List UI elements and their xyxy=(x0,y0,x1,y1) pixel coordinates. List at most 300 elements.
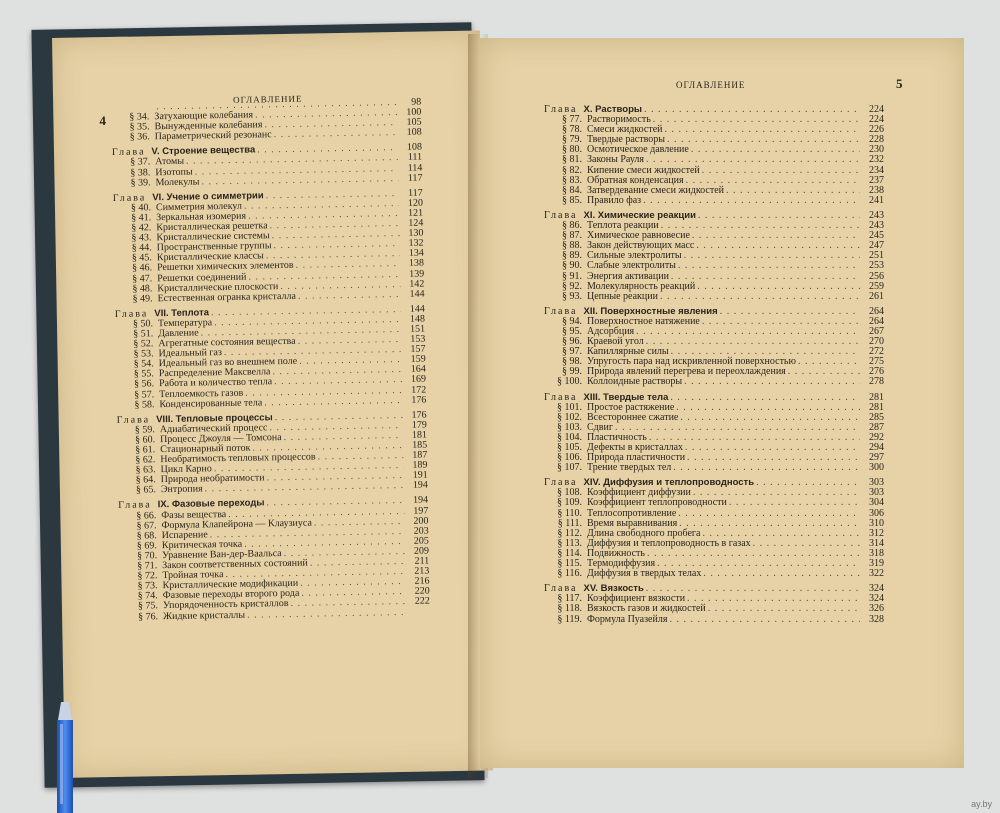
leader-dots xyxy=(670,393,860,403)
page-ref: 144 xyxy=(409,288,425,300)
page-ref: 224 xyxy=(869,114,884,126)
section-number: § 89. xyxy=(562,250,582,262)
section-title: Диффузия в твердых телах xyxy=(587,568,702,580)
leader-dots xyxy=(653,115,860,125)
page-ref: 121 xyxy=(408,207,424,219)
section-title: Сильные электролиты xyxy=(587,250,682,262)
section-number: § 102. xyxy=(557,411,582,423)
page-ref: 108 xyxy=(406,141,423,154)
page-ref: 130 xyxy=(408,227,424,239)
page-ref: 179 xyxy=(411,419,427,431)
section-title: Фазы вещества xyxy=(161,508,227,521)
leader-dots xyxy=(636,327,860,337)
leader-dots xyxy=(698,211,860,221)
section-title: Формула Клапейрона — Клаузиуса xyxy=(161,517,312,531)
section-number: § 61. xyxy=(135,444,156,456)
section-number: § 34. xyxy=(129,111,150,123)
section-number: § 37. xyxy=(130,156,151,169)
page-ref: 232 xyxy=(869,154,884,166)
right-toc xyxy=(544,100,884,625)
page-ref: 157 xyxy=(410,343,426,355)
section-number: § 92. xyxy=(562,280,582,292)
section-number: § 113. xyxy=(557,537,582,549)
section-number: § 45. xyxy=(131,252,152,264)
page-ref: 238 xyxy=(869,184,884,196)
page-ref: 134 xyxy=(408,247,424,260)
chapter-title: XIV. Диффузия и теплопроводность xyxy=(583,477,755,489)
section-title: Длина свободного пробега xyxy=(587,527,701,539)
page-ref: 253 xyxy=(869,260,884,272)
section-title: Коэффициент вязкости xyxy=(587,593,686,605)
section-number: § 57. xyxy=(134,388,155,401)
section-title: Критическая точка xyxy=(161,538,243,552)
page-ref: 247 xyxy=(869,240,884,252)
section-title: Твердые растворы xyxy=(587,134,665,146)
leader-dots xyxy=(660,292,860,302)
page-ref: 176 xyxy=(411,394,427,406)
page-ref: 142 xyxy=(409,278,425,290)
page-ref: 216 xyxy=(414,575,430,587)
section-title: Осмотическое давление xyxy=(587,144,689,156)
section-number xyxy=(111,109,154,110)
section-number: § 65. xyxy=(135,484,157,496)
page-ref: 324 xyxy=(869,593,884,605)
section-number: § 103. xyxy=(557,421,582,433)
page-ref: 318 xyxy=(869,547,884,559)
section-number: § 52. xyxy=(133,338,154,350)
section-title: Кристаллические системы xyxy=(156,230,270,244)
chapter-label: Глава xyxy=(544,104,578,115)
section-number: § 97. xyxy=(562,346,582,358)
section-number: § 106. xyxy=(557,452,582,464)
section-row xyxy=(544,377,884,387)
chapter-label: Глава xyxy=(116,414,151,426)
section-number: § 76. xyxy=(138,610,159,623)
page-ref: 144 xyxy=(409,303,425,315)
page-ref: 243 xyxy=(869,220,884,232)
page-ref: 117 xyxy=(408,187,423,199)
right-page xyxy=(480,38,964,768)
section-number: § 110. xyxy=(557,507,582,519)
section-title: Молекулярность реакций xyxy=(587,280,696,292)
page-ref: 164 xyxy=(410,363,426,376)
section-title: Дефекты в кристаллах xyxy=(587,442,684,453)
section-number: § 71. xyxy=(137,560,158,572)
page-ref: 326 xyxy=(869,603,884,615)
page-ref: 172 xyxy=(411,384,427,396)
left-page-header: ОГЛАВЛЕНИЕ xyxy=(233,93,303,105)
section-number: § 36. xyxy=(129,131,150,143)
page-ref: 259 xyxy=(869,280,884,292)
leader-dots xyxy=(665,125,860,135)
section-title: Уравнение Ван-дер-Ваальса xyxy=(161,548,282,562)
page-ref: 114 xyxy=(407,162,423,174)
page-ref: 228 xyxy=(869,134,884,146)
section-title: Цепные реакции xyxy=(587,290,658,302)
section-number: § 54. xyxy=(133,358,154,370)
leader-dots xyxy=(669,615,860,625)
page-ref: 241 xyxy=(869,194,884,206)
section-title: Жидкие кристаллы xyxy=(163,609,246,622)
page-ref: 303 xyxy=(869,477,884,489)
leader-dots xyxy=(684,251,860,261)
section-title: Адсорбция xyxy=(587,325,635,337)
section-title: Упорядоченность кристаллов xyxy=(162,598,289,612)
leader-dots xyxy=(661,221,860,231)
section-number: § 46. xyxy=(131,262,153,275)
section-number: § 35. xyxy=(129,121,150,133)
section-title: Распределение Максвелла xyxy=(158,366,271,380)
page-ref: 275 xyxy=(869,356,884,368)
section-number: § 115. xyxy=(557,558,582,570)
section-title: Испарение xyxy=(161,529,208,541)
section-number: § 111. xyxy=(557,517,582,529)
section-number: § 93. xyxy=(562,290,582,302)
chapter-label: Глава xyxy=(544,391,578,403)
section-title: Краевой угол xyxy=(587,336,644,348)
leader-dots xyxy=(201,174,398,188)
section-number: § 82. xyxy=(562,164,582,176)
section-number: § 55. xyxy=(133,368,154,380)
section-title: Закон соответственных состояний xyxy=(162,557,308,572)
section-title: Кристаллические плоскости xyxy=(157,280,279,294)
section-number: § 100. xyxy=(557,376,582,388)
section-title: Решетки химических элементов xyxy=(156,260,294,274)
page-ref: 159 xyxy=(410,353,426,366)
section-row xyxy=(544,196,884,206)
section-row xyxy=(544,569,884,579)
section-row xyxy=(544,604,884,614)
section-number: § 96. xyxy=(562,336,582,348)
leader-dots xyxy=(798,357,860,367)
section-title: Цикл Карно xyxy=(160,463,212,476)
page-ref: 105 xyxy=(406,116,422,129)
leader-dots xyxy=(673,463,860,473)
leader-dots xyxy=(684,377,860,387)
section-title: Идеальный газ xyxy=(158,347,222,360)
section-number: § 117. xyxy=(557,593,582,605)
page-ref: 111 xyxy=(407,152,423,164)
page-ref: 324 xyxy=(869,583,884,595)
section-number: § 107. xyxy=(557,462,582,474)
page-ref: 270 xyxy=(869,336,884,348)
leader-dots xyxy=(691,145,860,155)
page-ref: 124 xyxy=(408,217,424,229)
section-number: § 72. xyxy=(137,570,158,582)
page-ref: 181 xyxy=(411,429,428,441)
leader-dots xyxy=(646,337,860,347)
section-title: Молекулы xyxy=(155,176,200,188)
chapter-label: Глава xyxy=(544,583,578,595)
chapter-label: Глава xyxy=(118,499,152,512)
section-title: Сдвиг xyxy=(587,421,613,433)
section-title: Коэффициент диффузии xyxy=(587,487,691,499)
section-title: Агрегатные состояния вещества xyxy=(158,335,296,350)
chapter-label: Глава xyxy=(112,192,147,204)
section-number: § 98. xyxy=(562,356,582,368)
leader-dots xyxy=(702,317,860,327)
section-title: Атомы xyxy=(155,156,185,168)
section-number: § 68. xyxy=(136,529,157,542)
page-ref: 304 xyxy=(869,497,884,509)
section-title: Затвердевание смеси жидкостей xyxy=(587,184,725,196)
leader-dots xyxy=(756,478,860,488)
section-number: § 81. xyxy=(562,154,582,166)
page-ref: 176 xyxy=(411,409,427,421)
section-title: Давление xyxy=(158,327,199,340)
page-ref: 139 xyxy=(409,268,425,280)
section-number: § 73. xyxy=(137,580,158,592)
page-ref: 138 xyxy=(408,257,425,270)
leader-dots xyxy=(753,539,860,549)
left-page-number: 4 xyxy=(99,113,107,129)
section-title: Энтропия xyxy=(160,483,203,496)
section-title: Правило фаз xyxy=(587,194,642,206)
section-number: § 56. xyxy=(133,378,155,391)
section-number: § 38. xyxy=(130,166,151,179)
leader-dots xyxy=(697,282,860,292)
section-number: § 59. xyxy=(134,424,155,436)
page-ref: 224 xyxy=(869,104,884,115)
section-title: Коллоидные растворы xyxy=(587,376,683,388)
section-title: Энергия активации xyxy=(587,270,669,282)
page-ref: 222 xyxy=(414,595,430,608)
page-ref: 276 xyxy=(869,366,884,378)
page-ref: 328 xyxy=(869,613,884,625)
section-number: § 63. xyxy=(135,464,156,476)
section-title: Простое растяжение xyxy=(587,401,675,413)
leader-dots xyxy=(687,453,860,463)
section-title: Идеальный газ во внешнем поле xyxy=(158,356,298,370)
page-ref: 303 xyxy=(869,487,884,499)
section-number: § 69. xyxy=(136,540,157,552)
section-title: Теплоемкость газов xyxy=(159,387,244,400)
page-ref: 272 xyxy=(869,346,884,358)
section-number: § 67. xyxy=(136,519,157,532)
leader-dots xyxy=(671,272,860,282)
page-ref: 297 xyxy=(869,452,884,464)
page-ref: 281 xyxy=(869,391,884,403)
section-title: Работа и количество тепла xyxy=(158,376,273,390)
section-number: § 47. xyxy=(132,272,153,285)
section-number: § 109. xyxy=(557,497,582,509)
leader-dots xyxy=(685,443,860,453)
chapter-label: Глава xyxy=(114,308,149,320)
section-number: § 44. xyxy=(131,242,152,254)
section-number: § 64. xyxy=(135,474,156,486)
left-toc xyxy=(111,98,430,623)
section-title: Слабые электролиты xyxy=(587,260,676,272)
page-ref: 187 xyxy=(412,449,428,461)
section-number: § 48. xyxy=(132,282,153,295)
chapter-title: IX. Фазовые переходы xyxy=(157,497,265,511)
leader-dots xyxy=(676,403,860,413)
section-row xyxy=(544,463,884,473)
section-title: Фазовые переходы второго рода xyxy=(162,588,300,602)
section-number: § 86. xyxy=(562,220,582,232)
section-number: § 39. xyxy=(130,176,151,189)
page-ref: 264 xyxy=(869,305,884,317)
page-ref: 294 xyxy=(869,442,884,453)
page-ref: 314 xyxy=(869,537,884,549)
page-ref: 194 xyxy=(413,494,429,507)
section-number: § 78. xyxy=(562,124,582,136)
section-number: § 43. xyxy=(131,232,152,244)
section-title: Изотопы xyxy=(155,166,193,178)
leader-dots xyxy=(247,607,406,620)
page-ref: 100 xyxy=(406,106,422,118)
section-number: § 101. xyxy=(557,401,582,413)
section-number: § 74. xyxy=(137,590,158,602)
leader-dots xyxy=(264,396,402,409)
section-number: § 84. xyxy=(562,184,582,196)
section-number: § 58. xyxy=(134,398,155,411)
chapter-title: XV. Вязкость xyxy=(583,583,644,595)
section-number: § 62. xyxy=(135,454,156,466)
section-number: § 79. xyxy=(562,134,582,146)
page-ref: 132 xyxy=(408,237,424,250)
section-title: Теплосопротивление xyxy=(587,507,677,519)
section-number: § 108. xyxy=(557,487,582,499)
page-ref: 230 xyxy=(869,144,884,156)
section-number: § 41. xyxy=(131,212,152,224)
page-ref: 98 xyxy=(411,96,422,108)
page-ref: 185 xyxy=(412,439,428,451)
page-ref: 292 xyxy=(869,431,884,443)
chapter-title: VI. Учение о симметрии xyxy=(152,190,264,204)
section-number: § 85. xyxy=(562,194,582,206)
page-ref: 220 xyxy=(414,585,430,598)
section-title: Время выравнивания xyxy=(587,517,678,529)
page-ref: 189 xyxy=(412,459,428,471)
section-number: § 49. xyxy=(132,292,153,305)
leader-dots xyxy=(720,307,860,317)
section-number: § 91. xyxy=(562,270,582,282)
page-ref: 287 xyxy=(869,421,884,433)
leader-dots xyxy=(678,261,860,271)
section-title: Зеркальная изомерия xyxy=(156,210,247,224)
chapter-title: X. Растворы xyxy=(583,104,642,115)
page-ref: 117 xyxy=(407,172,423,184)
page-ref: 306 xyxy=(869,507,884,519)
page-ref: 267 xyxy=(869,325,884,337)
page-ref: 261 xyxy=(869,290,884,302)
page-ref: 205 xyxy=(413,535,429,547)
page-ref: 300 xyxy=(869,462,884,474)
section-title: Обратная конденсация xyxy=(587,174,684,186)
section-title: Естественная огранка кристалла xyxy=(157,290,297,304)
right-page-number: 5 xyxy=(896,76,903,91)
section-title: Упругость пара над искривленной поверхностью xyxy=(587,356,796,368)
section-number: § 66. xyxy=(136,509,157,522)
section-number: § 95. xyxy=(562,325,582,337)
right-page-header: ОГЛАВЛЕНИЕ xyxy=(676,80,746,90)
page-ref: 194 xyxy=(412,479,428,492)
section-row xyxy=(544,292,884,302)
section-title: Термодиффузия xyxy=(587,558,656,570)
leader-dots xyxy=(647,549,860,559)
page-ref: 245 xyxy=(869,230,884,242)
page-ref: 153 xyxy=(410,333,426,345)
leader-dots xyxy=(708,604,860,614)
page-ref: 310 xyxy=(869,517,884,529)
section-title: Температура xyxy=(157,317,213,330)
chapter-label: Глава xyxy=(544,477,578,489)
page-ref: 200 xyxy=(413,515,429,527)
page-ref: 211 xyxy=(414,555,430,567)
leader-dots xyxy=(643,196,860,206)
section-title: Кипение смеси жидкостей xyxy=(587,164,700,176)
leader-dots xyxy=(679,519,860,529)
section-title: Всестороннее сжатие xyxy=(587,411,679,423)
section-title: Природа необратимости xyxy=(160,472,265,486)
leader-dots xyxy=(680,413,860,423)
section-title: Природа пластичности xyxy=(587,452,686,464)
chapter-label: Глава xyxy=(544,305,578,317)
section-title: Симметрия молекул xyxy=(155,200,243,214)
section-number: § 70. xyxy=(136,550,158,562)
section-number: § 40. xyxy=(130,202,152,214)
section-title: Трение твердых тел xyxy=(587,462,672,474)
section-title: Кристаллическая решетка xyxy=(156,220,268,234)
section-title: Законы Рауля xyxy=(587,154,645,166)
chapter-title: XIII. Твердые тела xyxy=(583,391,669,403)
section-title: Вязкость газов и жидкостей xyxy=(587,603,706,615)
page-ref: 234 xyxy=(869,164,884,176)
section-number: § 88. xyxy=(562,240,582,252)
section-number: § 118. xyxy=(557,603,582,615)
page-ref: 203 xyxy=(413,525,429,537)
page-ref: 285 xyxy=(869,411,884,423)
page-ref: 322 xyxy=(869,568,884,580)
section-title: Адиабатический процесс xyxy=(159,422,268,435)
leader-dots xyxy=(615,423,860,433)
section-number: § 94. xyxy=(562,315,582,327)
pen-icon xyxy=(50,700,80,813)
section-number: § 119. xyxy=(557,613,582,625)
page-ref: 319 xyxy=(869,558,884,570)
leader-dots xyxy=(692,231,860,241)
page-ref: 197 xyxy=(413,505,429,517)
page-ref: 169 xyxy=(410,373,427,386)
chapter-label: Глава xyxy=(111,146,146,159)
section-title: Тройная точка xyxy=(162,569,224,582)
section-title: Коэффициент теплопроводности xyxy=(587,497,727,509)
page-ref: 120 xyxy=(407,197,424,209)
page-ref: 243 xyxy=(869,209,884,221)
section-number: § 42. xyxy=(131,222,152,234)
section-title: Формула Пуазейля xyxy=(587,613,668,625)
section-number: § 51. xyxy=(133,328,154,340)
leader-dots xyxy=(667,135,860,145)
section-number: § 114. xyxy=(557,547,582,559)
leader-dots xyxy=(703,569,860,579)
section-number: § 50. xyxy=(132,318,154,330)
section-title: Конденсированные тела xyxy=(159,397,263,410)
section-title: Кристаллические классы xyxy=(156,250,264,264)
page-ref: 151 xyxy=(410,323,426,335)
section-title: Пространственные группы xyxy=(156,240,272,254)
page-ref: 251 xyxy=(869,250,884,262)
section-row xyxy=(544,615,884,625)
leader-dots xyxy=(687,594,860,604)
chapter-label: Глава xyxy=(544,209,578,221)
page-ref: 213 xyxy=(414,565,430,577)
section-title: Природа явлений перегрева и переохлаждения xyxy=(587,366,786,378)
section-number: § 83. xyxy=(562,174,582,186)
chapter-title: XII. Поверхностные явления xyxy=(583,305,718,317)
leader-dots xyxy=(274,128,398,140)
